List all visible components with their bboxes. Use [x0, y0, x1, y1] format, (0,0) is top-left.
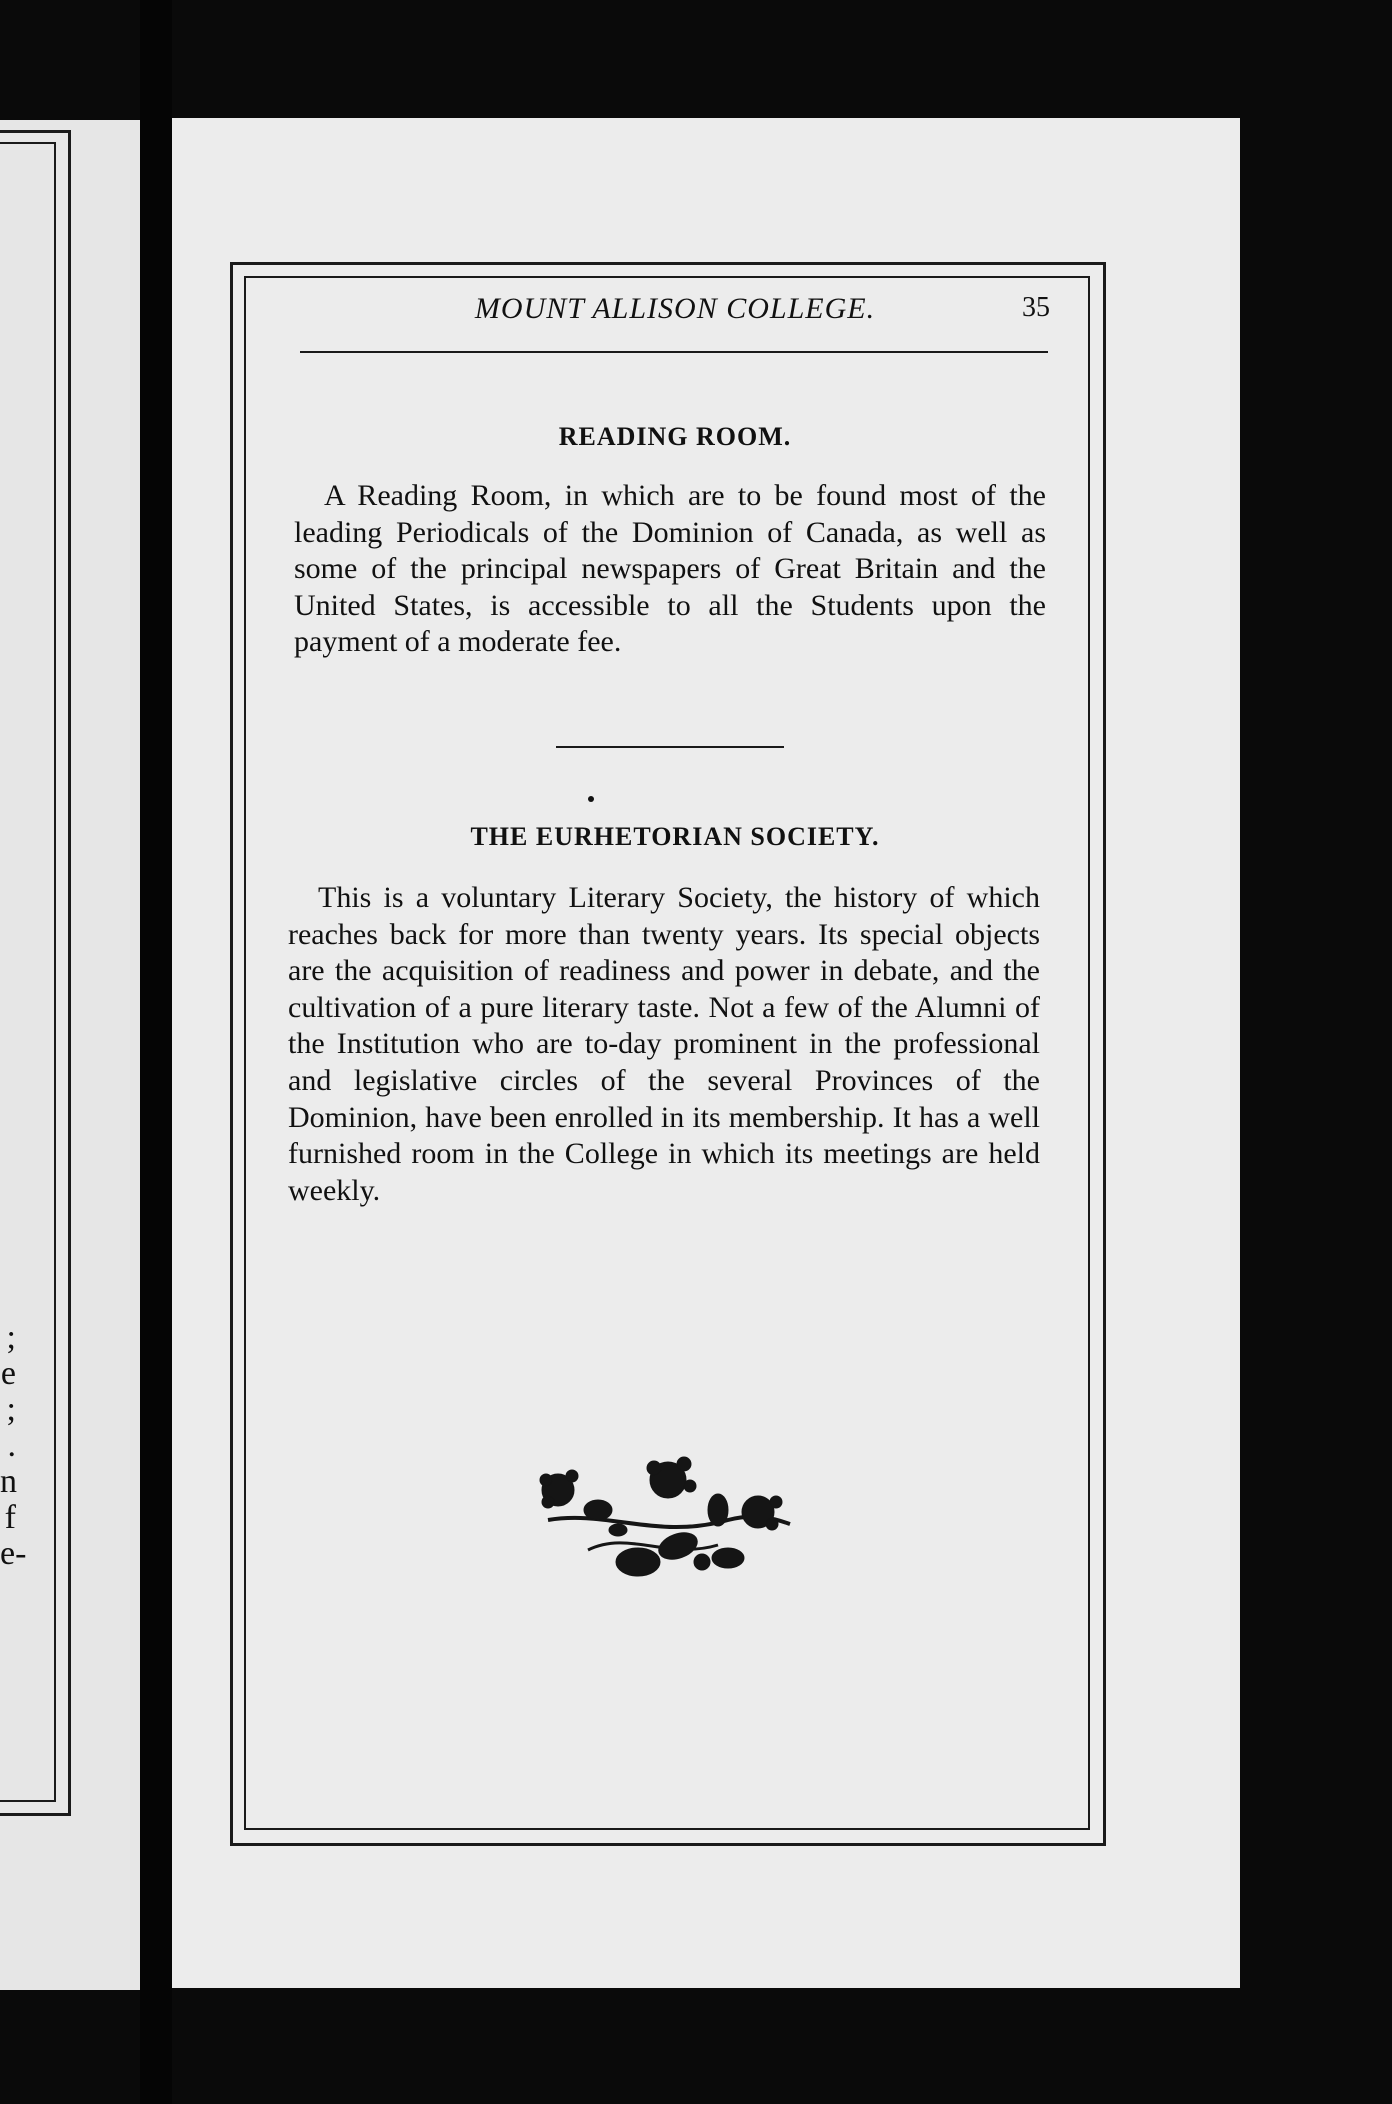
ink-dot	[588, 796, 594, 802]
fragment: e-	[0, 1535, 27, 1572]
book-gutter	[140, 0, 172, 2104]
fragment: .	[7, 1427, 16, 1464]
fragment: f	[4, 1499, 16, 1536]
fragment: e	[0, 1355, 16, 1392]
section-heading-reading-room: READING ROOM.	[558, 422, 792, 451]
running-head	[300, 292, 1050, 352]
running-title: MOUNT ALLISON COLLEGE.	[474, 292, 876, 325]
header-rule	[300, 351, 1048, 353]
fragment: ;	[6, 1391, 16, 1428]
section-body-reading-room: A Reading Room, in which are to be found most of the leading Periodicals of the Dominion of Canada, as well as some of the principal newspapers of Great Britain and the United States, is accessible to all the Students upon the payment of a moderate fee.	[294, 479, 1046, 659]
previous-page-text-fragments	[0, 1319, 27, 1572]
fragment: n	[0, 1463, 17, 1500]
page-number: 35	[1022, 292, 1050, 323]
section-heading-eurhetorian-society: THE EURHETORIAN SOCIETY.	[470, 822, 880, 851]
fragment: ;	[6, 1319, 16, 1356]
section-separator	[556, 746, 784, 748]
floral-ornament	[528, 1450, 804, 1590]
section-body-eurhetorian-society: This is a voluntary Literary Society, the history of which reaches back for more than twenty years. Its special objects are the acquisition of readiness and power in debate, and the cultivation of a pure literary taste. Not a few of the Alumni of the Institution who are to-day prominent in the professional and legislative circles of the several Provinces of the Dominion, have been enrolled in its membership. It has a well furnished room in the College in which its meetings are held weekly.	[288, 881, 1040, 1207]
